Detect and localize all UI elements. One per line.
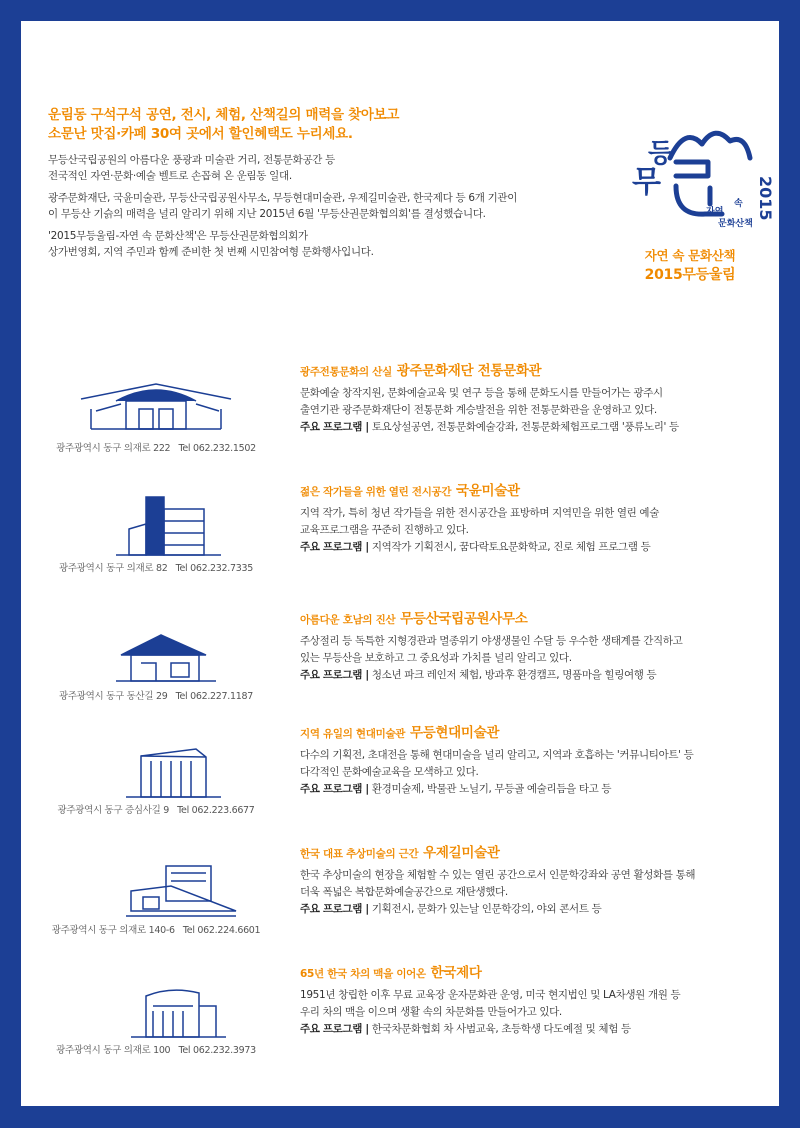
venue-address: 광주광역시 동구 의재로 82 <box>59 563 168 574</box>
venue-address: 광주광역시 동구 증심사길 9 <box>57 805 169 816</box>
venue-title: 지역 유일의 현대미술관 무등현대미술관 <box>300 725 500 741</box>
svg-text:등: 등 <box>648 139 674 169</box>
venue-card <box>21 961 779 1071</box>
modern-museum-icon <box>21 721 291 799</box>
tea-factory-icon <box>21 961 291 1039</box>
venue-address: 광주광역시 동구 의재로 222 <box>56 443 171 454</box>
venue-address: 광주광역시 동구 동산길 29 <box>59 691 168 702</box>
svg-text:2015: 2015 <box>756 176 775 221</box>
venue-programs: 주요 프로그램 | 지역작가 기획전시, 꿈다락토요문화학교, 진로 체험 프로그램 등 <box>300 541 651 553</box>
venue-tel: Tel 062.223.6677 <box>177 805 255 816</box>
svg-text:문화산책: 문화산책 <box>718 219 753 229</box>
venue-address: 광주광역시 동구 의재로 100 <box>56 1045 171 1056</box>
abstract-museum-icon <box>21 841 291 919</box>
venue-card <box>21 479 779 589</box>
intro-paragraph-3: '2015무등울림-자연 속 문화산책'은 무등산권문화협의회가 상가번영회, 지역 주민과 함께 준비한 첫 번째 시민참여형 문화행사입니다. <box>48 230 374 258</box>
intro-paragraph-2: 광주문화재단, 국윤미술관, 무등산국립공원사무소, 무등현대미술관, 우제길미술관, 한국제다 등 6개 기관이 이 무등산 기슭의 매력을 널리 알리기 위해 지난 2015년 6월 '무등산권문화협의회'를 결성했습니다. <box>48 192 518 220</box>
venue-description: 지역 작가, 특히 청년 작가들을 위한 전시공간을 표방하며 지역민을 위한 열린 예술 교육프로그램을 꾸준히 진행하고 있다. <box>300 507 660 536</box>
venue-description: 1951년 창립한 이후 무료 교육장 운자문화관 운영, 미국 현지법인 및 LA차생원 개원 등 우리 차의 맥을 이으며 생활 속의 차문화를 만들어가고 있다. <box>300 989 681 1018</box>
park-office-icon <box>21 607 291 685</box>
logo-subtitle: 자연 속 문화산책 <box>644 248 736 263</box>
venue-tel: Tel 062.232.1502 <box>178 443 256 454</box>
venue-title: 광주전통문화의 산실 광주문화재단 전통문화관 <box>300 363 542 379</box>
svg-text:무: 무 <box>632 165 661 200</box>
traditional-hanok-gate-icon <box>21 359 291 437</box>
venue-title: 젊은 작가들을 위한 열린 전시공간 국윤미술관 <box>300 483 520 499</box>
venue-tel: Tel 062.232.7335 <box>175 563 253 574</box>
venue-card <box>21 721 779 831</box>
venue-tel: Tel 062.227.1187 <box>175 691 253 702</box>
venue-address: 광주광역시 동구 의재로 140-6 <box>51 925 175 936</box>
venue-title: 아름다운 호남의 진산 무등산국립공원사무소 <box>300 611 528 627</box>
venue-tel: Tel 062.224.6601 <box>182 925 261 936</box>
venue-programs: 주요 프로그램 | 토요상설공연, 전통문화예술강좌, 전통문화체험프로그램 '풍류노리' 등 <box>300 421 679 433</box>
venue-card <box>21 607 779 717</box>
gallery-building-icon <box>21 479 291 557</box>
venue-tel: Tel 062.232.3973 <box>178 1045 256 1056</box>
venue-title: 한국 대표 추상미술의 근간 우제길미술관 <box>300 845 500 861</box>
venue-programs: 주요 프로그램 | 환경미술제, 박물관 노닐기, 무등골 예술리듬을 타고 등 <box>300 783 612 795</box>
intro-headline: 운림동 구석구석 공연, 전시, 체험, 산책길의 매력을 찾아보고 소문난 맛집·카페 30여 곳에서 할인혜택도 누리세요. <box>48 107 400 142</box>
venue-description: 한국 추상미술의 현장을 체험할 수 있는 열린 공간으로서 인문학강좌와 공연 활성화를 통해 더욱 폭넓은 복합문화예술공간으로 재탄생했다. <box>300 869 696 898</box>
venue-programs: 주요 프로그램 | 청소년 파크 레인저 체험, 방과후 환경캠프, 명품마을 힐링여행 등 <box>300 669 657 681</box>
event-logo <box>610 96 775 296</box>
venue-card <box>21 841 779 951</box>
svg-text:자연: 자연 <box>706 207 724 217</box>
venue-description: 문화예술 창작지원, 문화예술교육 및 연구 등을 통해 문화도시를 만들어가는 광주시 출연기관 광주문화재단이 전통문화 계승발전을 위한 전통문화관을 운영하고 있다. <box>300 387 663 416</box>
venue-description: 주상절리 등 독특한 지형경관과 멸종위기 야생생물인 수달 등 우수한 생태계를 간직하고 있는 무등산을 보호하고 그 중요성과 가치를 널리 알리고 있다. <box>300 635 683 664</box>
logo-title: 2015무등울림 <box>644 267 736 283</box>
venue-description: 다수의 기획전, 초대전을 통해 현대미술을 널리 알리고, 지역과 호흡하는 '커뮤니티아트' 등 다각적인 문화예술교육을 모색하고 있다. <box>300 749 694 778</box>
intro-paragraph-1: 무등산국립공원의 아름다운 풍광과 미술관 거리, 전통문화공간 등 전국적인 자연·문화·예술 벨트로 손꼽혀 온 운림동 일대. <box>48 154 336 182</box>
venue-title: 65년 한국 차의 맥을 이어온 한국제다 <box>300 965 482 981</box>
intro-section <box>48 106 608 260</box>
venue-programs: 주요 프로그램 | 한국차문화협회 차 사범교육, 초등학생 다도예절 및 체험 등 <box>300 1023 631 1035</box>
venue-card <box>21 359 779 469</box>
venue-programs: 주요 프로그램 | 기획전시, 문화가 있는날 인문학강의, 야외 콘서트 등 <box>300 903 602 915</box>
mudeung-ulim-logo-icon <box>610 96 775 246</box>
svg-text:속: 속 <box>734 199 743 209</box>
